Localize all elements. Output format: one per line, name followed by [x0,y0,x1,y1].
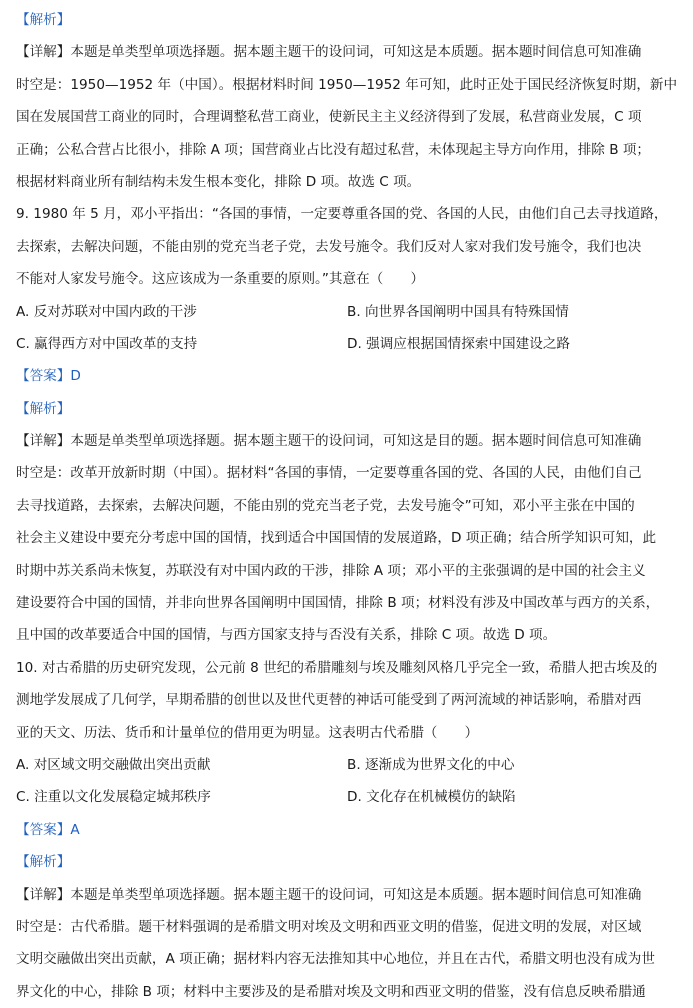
text-line: 界文化的中心，排除 B 项；材料中主要涉及的是希腊对埃及文明和西亚文明的借鉴，没有信息反映希腊通 [16,983,646,1000]
section-label: 【答案】A [16,821,80,838]
text-line: 【详解】本题是单类型单项选择题。据本题主题干的设问词，可知这是本质题。据本题时间信息可知准确 [16,886,642,903]
answer-options-row [16,749,681,781]
text-line: 时期中苏关系尚未恢复，苏联没有对中国内政的干涉，排除 A 项；邓小平的主张强调的是中国的社会主义 [16,562,646,579]
section-label: 【解析】 [16,12,71,28]
text-line: 根据材料商业所有制结构未发生根本变化，排除 D 项。故选 C 项。 [16,173,421,190]
text-line: 【详解】本题是单类型单项选择题。据本题主题干的设问词，可知这是目的题。据本题时间信息可知准确 [16,433,642,450]
text-line: 文明交融做出突出贡献，A 项正确；据材料内容无法推知其中心地位，并且在古代，希腊文明也没有成为世 [16,951,655,968]
answer-option: D. 文化存在机械模仿的缺陷 [347,789,516,806]
text-line: 社会主义建设中要充分考虑中国的国情，找到适合中国国情的发展道路，D 项正确；结合所学知识可知，此 [16,530,657,547]
text-line: 去寻找道路，去探索，去解决问题，不能由别的党充当老子党，去发号施令”可知，邓小平主张在中国的 [16,497,635,514]
text-line: 且中国的改革要适合中国的国情，与西方国家支持与否没有关系，排除 C 项。故选 D 项。 [16,627,557,644]
answer-options-row [16,296,681,328]
text-line: 10. 对古希腊的历史研究发现，公元前 8 世纪的希腊雕刻与埃及雕刻风格几乎完全一致，希腊人把古埃及的 [16,659,658,676]
text-line: 国在发展国营工商业的同时，合理调整私营工商业，使新民主主义经济得到了发展，私营商业发展，C 项 [16,109,642,126]
answer-option: C. 赢得西方对中国改革的支持 [16,335,198,352]
answer-option: B. 向世界各国阐明中国具有特殊国情 [347,303,569,320]
text-line: 时空是：1950—1952 年（中国）。根据材料时间 1950—1952 年可知，此时正处于国民经济恢复时期，新中 [16,76,678,93]
text-line: 建设要符合中国的国情，并非向世界各国阐明中国国情，排除 B 项；材料没有涉及中国改革与西方的关系， [16,595,660,612]
answer-option: D. 强调应根据国情探索中国建设之路 [347,335,571,352]
text-line: 时空是：古代希腊。题干材料强调的是希腊文明对埃及文明和西亚文明的借鉴，促进文明的发展，对区域 [16,918,642,935]
text-line: 去探索，去解决问题，不能由别的党充当老子党，去发号施令。我们反对人家对我们发号施令，我们也决 [16,238,642,255]
text-line: 不能对人家发号施令。这应该成为一条重要的原则。”其意在（ ） [16,271,425,288]
section-label: 【解析】 [16,400,71,417]
answer-option: A. 反对苏联对中国内政的干涉 [16,303,197,320]
text-line: 9. 1980 年 5 月，邓小平指出：“各国的事情，一定要尊重各国的党、各国的人民，由他们自己去寻找道路， [16,206,668,223]
answer-option: C. 注重以文化发展稳定城邦秩序 [16,789,211,806]
text-line: 正确；公私合营占比很小，排除 A 项；国营商业占比没有超过私营，未体现起主导方向作用，排除 B 项； [16,141,651,158]
text-line: 时空是：改革开放新时期（中国）。据材料“各国的事情，一定要尊重各国的党、各国的人民，由他们自己 [16,465,642,482]
answer-options-row [16,328,681,360]
answer-options-row [16,781,681,813]
section-label: 【答案】D [16,368,81,385]
text-line: 亚的天文、历法、货币和计量单位的借用更为明显。这表明古代希腊（ ） [16,724,479,741]
text-line: 【详解】本题是单类型单项选择题。据本题主题干的设问词，可知这是本质题。据本题时间信息可知准确 [16,44,642,61]
answer-option: A. 对区域文明交融做出突出贡献 [16,756,211,773]
text-line: 测地学发展成了几何学，早期希腊的创世以及世代更替的神话可能受到了两河流域的神话影响，希腊对西 [16,692,642,709]
section-label: 【解析】 [16,854,71,871]
answer-option: B. 逐渐成为世界文化的中心 [347,756,515,773]
